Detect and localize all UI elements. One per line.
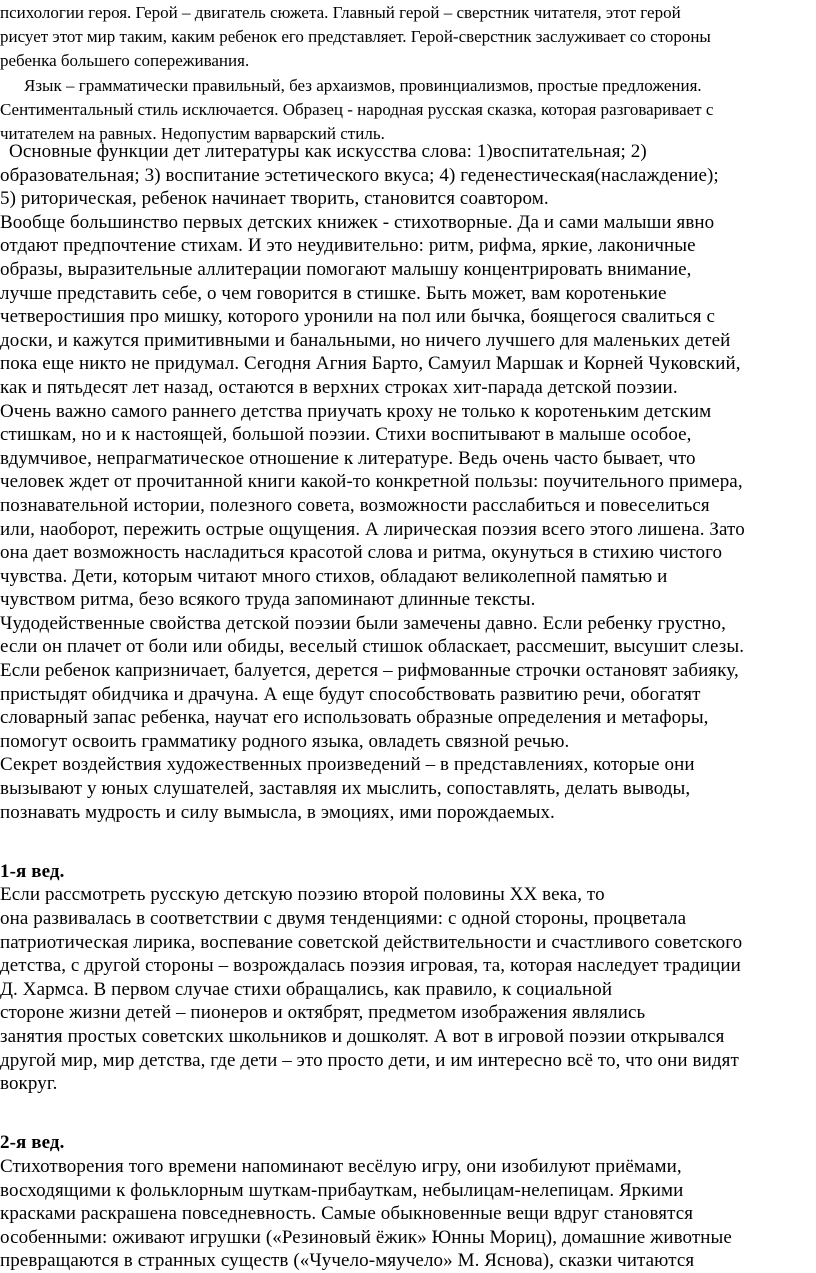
paragraph-poetry	[0, 400, 816, 612]
text-line: познавательной истории, полезного совета, возможности расслабиться и повеселиться	[0, 494, 710, 516]
paragraph-hero	[0, 1, 816, 74]
text-line: если он плачет от боли или обиды, веселый стишок обласкает, рассмешит, высушит слезы.	[0, 636, 745, 658]
text-line: человек ждет от прочитанной книги какой-то конкретной пользы: поучительного примера,	[0, 471, 743, 493]
text-line: Язык – грамматически правильный, без архаизмов, провинциализмов, простые предложения.	[24, 75, 702, 95]
main-section	[0, 140, 816, 1273]
text-line: Чудодейственные свойства детской поэзии были замечены давно. Если ребенку грустно,	[0, 612, 726, 634]
text-line: помогут освоить грамматику родного языка, овладеть связной речью.	[0, 730, 570, 752]
text-line: психологии героя. Герой – двигатель сюжета. Главный герой – сверстник читателя, этот герой	[0, 3, 681, 22]
text-line: Если рассмотреть русскую детскую поэзию второй половины XX века, то	[0, 884, 605, 906]
blank-line	[0, 1096, 816, 1120]
text-line: превращаются в странных существ («Чучело-мяучело» М. Яснова), сказки читаются	[0, 1250, 695, 1272]
text-line: восходящими к фольклорным шуткам-прибауткам, небылицам-нелепицам. Яркими	[0, 1179, 684, 1201]
text-line: стишкам, но и к настоящей, большой поэзии. Стихи воспитывают в малыше особое,	[0, 424, 692, 446]
paragraph-language	[0, 74, 816, 147]
section-1-block	[0, 860, 816, 1096]
text-line: чувства. Дети, которым читают много стихов, обладают великолепной памятью и	[0, 565, 668, 587]
text-line: образовательная; 3) воспитание эстетического вкуса; 4) геденестическая(наслаждение);	[0, 164, 719, 186]
paragraph-first-books	[0, 211, 816, 400]
section-heading: 1-я вед.	[0, 860, 65, 882]
text-line: вдумчивое, непрагматическое отношение к литературе. Ведь очень часто бывает, что	[0, 447, 696, 469]
text-line: лучше представить себе, о чем говорится в стишке. Быть может, вам коротенькие	[0, 282, 667, 304]
text-line: Секрет воздействия художественных произведений – в представлениях, которые они	[0, 754, 695, 776]
text-line: занятия простых советских школьников и дошколят. А вот в игровой поэзии открывался	[0, 1025, 725, 1047]
text-line: словарный запас ребенка, научат его использовать образные определения и метафоры,	[0, 707, 709, 729]
text-line: пока еще никто не придумал. Сегодня Агния Барто, Самуил Маршак и Корней Чуковский,	[0, 353, 741, 375]
blank-line	[0, 1119, 816, 1131]
text-line: познавать мудрость и силу вымысла, в эмоциях, ими порождаемых.	[0, 801, 555, 823]
text-line: образы, выразительные аллитерации помогают малышу концентрировать внимание,	[0, 258, 692, 280]
intro-section	[0, 1, 816, 146]
text-line: Вообще большинство первых детских книжек - стихотворные. Да и сами малыши явно	[0, 211, 715, 233]
section-heading: 2-я вед.	[0, 1132, 65, 1154]
text-line: Стихотворения того времени напоминают весёлую игру, они изобилуют приёмами,	[0, 1155, 682, 1177]
text-line: она дает возможность насладиться красотой слова и ритма, окунуться в стихию чистого	[0, 542, 723, 564]
paragraph-secret	[0, 753, 816, 824]
text-line: другой мир, мир детства, где дети – это просто дети, и им интересно всё то, что они видят	[0, 1049, 739, 1071]
text-line: патриотическая лирика, воспевание советской действительности и счастливого советского	[0, 931, 743, 953]
section-2-block	[0, 1131, 816, 1273]
text-line: Основные функции дет литературы как искусства слова: 1)воспитательная; 2)	[9, 141, 647, 162]
text-line: рисует этот мир таким, каким ребенок его представляет. Герой-сверстник заслуживает со стороны	[0, 27, 711, 47]
text-line: ребенка большего сопереживания.	[0, 51, 250, 71]
text-line: как и пятьдесят лет назад, остаются в верхних строках хит-парада детской поэзии.	[0, 376, 678, 398]
text-line: детства, с другой стороны – возрождалась поэзия игровая, та, которая наследует традиции	[0, 955, 741, 977]
text-line: красками раскрашена повседневность. Самые обыкновенные вещи вдруг становятся	[0, 1203, 694, 1225]
text-line: отдают предпочтение стихам. И это неудивительно: ритм, рифма, яркие, лаконичные	[0, 235, 696, 257]
text-line: стороне жизни детей – пионеров и октябрят, предметом изображения являлись	[0, 1002, 646, 1024]
text-line: Если ребенок капризничает, балуется, дерется – рифмованные строчки остановят забияку,	[0, 660, 739, 682]
text-line: Сентиментальный стиль исключается. Образец - народная русская сказка, которая разговаривает с	[0, 99, 714, 119]
paragraph-functions	[0, 140, 816, 211]
text-line: вызывают у юных слушателей, заставляя их мыслить, сопоставлять, делать выводы,	[0, 778, 691, 800]
text-line: особенными: оживают игрушки («Резиновый ёжик» Юнны Мориц), домашние животные	[0, 1226, 732, 1248]
text-line: читателем на равных. Недопустим варварский стиль.	[0, 124, 385, 144]
blank-line	[0, 848, 816, 860]
text-line: Д. Хармса. В первом случае стихи обращались, как правило, к социальной	[0, 978, 613, 1000]
text-line: чувством ритма, безо всякого труда запоминают длинные тексты.	[0, 589, 536, 611]
text-line: или, наоборот, пережить острые ощущения. А лирическая поэзия всего этого лишена. Зато	[0, 518, 745, 540]
text-line: четверостишия про мишку, которого уронили на пол или бычка, боящегося свалиться с	[0, 306, 716, 328]
blank-line	[0, 824, 816, 848]
text-line: Очень важно самого раннего детства приучать кроху не только к коротеньким детским	[0, 400, 712, 422]
text-line: доски, и кажутся примитивными и банальными, но ничего лучшего для маленьких детей	[0, 329, 731, 351]
paragraph-properties	[0, 612, 816, 754]
text-line: вокруг.	[0, 1073, 58, 1095]
text-line: пристыдят обидчика и драчуна. А еще будут способствовать развитию речи, обогатят	[0, 683, 701, 705]
text-line: она развивалась в соответствии с двумя тенденциями: с одной стороны, процветала	[0, 908, 687, 929]
text-line: 5) риторическая, ребенок начинает творить, становится соавтором.	[0, 188, 549, 210]
